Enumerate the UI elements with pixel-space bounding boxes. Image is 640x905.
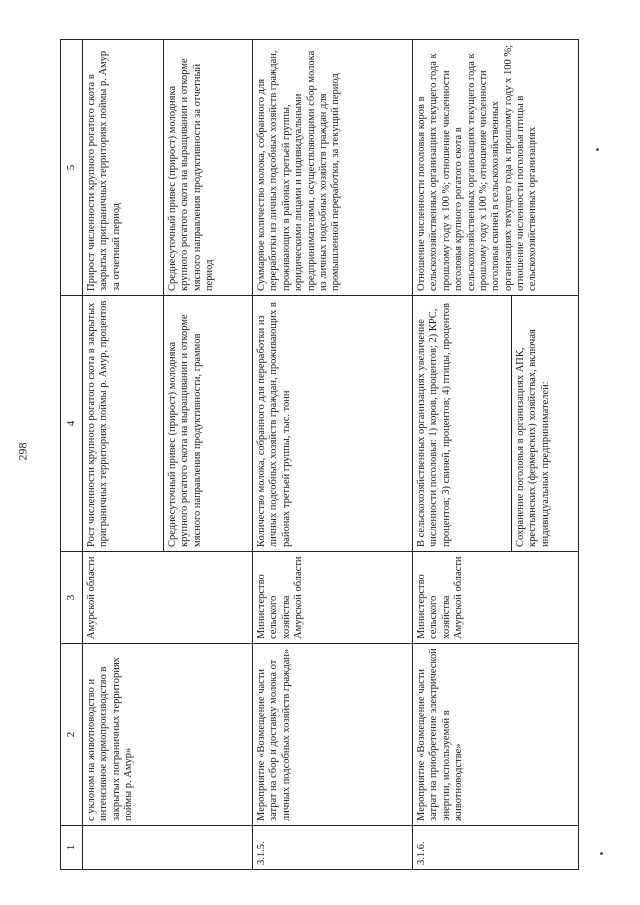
- table-row: [413, 40, 579, 870]
- table-row: [83, 40, 253, 870]
- rotated-table-container: [60, 40, 620, 870]
- indicator-text: Количество молока, собранного для переработки из личных подсобных хозяйств граждан, проживающих в районах третьей группы, тыс. тонн: [253, 296, 413, 552]
- header-cell: 2: [61, 644, 83, 826]
- scan-speck: [600, 852, 603, 855]
- indicator-cell: [83, 296, 253, 552]
- indicator-cell: [413, 296, 579, 552]
- measure-name: с уклоном на животноводство и интенсивное кормопроизводство в закрытых пограничных территориях поймы р. Амур»: [83, 644, 253, 826]
- method-text: Суммарное количество молока, собранного для переработки из личных подсобных хозяйств граждан, проживающих в районах третьей группы, юридическими лицами и индивидуальными предпринимателями, осуществляющими сбор молока из личных подсобных хозяйств граждан для промышленной переработки, за текущий период: [253, 40, 413, 296]
- method-text: Среднесуточный привес (прирост) молодняка крупного рогатого скота на выращивании и откорме мясного направления продуктивности за отчетный период: [163, 40, 252, 295]
- indicator-text: Среднесуточный привес (прирост) молодняка крупного рогатого скота на выращивании и откорме мясного направления продуктивности, граммов: [163, 296, 252, 551]
- method-cell: [83, 40, 253, 296]
- executor: Амурской области: [83, 552, 253, 644]
- header-cell: 3: [61, 552, 83, 644]
- table-row: [253, 40, 413, 870]
- measure-name: Мероприятие «Возмещение части затрат на приобретение электрической энергии, используемой в животноводстве»: [413, 644, 579, 826]
- method-text: Отношение численности поголовья коров в сельскохозяйственных организациях текущего года к прошлому году х 100 %; отношение численности поголовья крупного рогатого скота в сельскохозяйственных организациях текущего года к прошлому году х 100 %; отношение численности поголовья свиней в сельскохозяйственных организациях текущего года к прошлому году х 100 %; отношение численности поголовья птицы в сельскохозяйственных организациях: [413, 40, 579, 296]
- row-number: [83, 826, 253, 870]
- executor: Министерство сельского хозяйства Амурской области: [253, 552, 413, 644]
- program-table: [60, 39, 579, 870]
- header-row: [61, 40, 83, 870]
- row-number: 3.1.5.: [253, 826, 413, 870]
- method-text: Прирост численности крупного рогатого скота в закрытых приграничных территориях поймы р. Амур за отчетный период: [86, 50, 122, 291]
- header-cell: 5: [61, 40, 83, 296]
- indicator-text: Рост численности крупного рогатого скота в закрытых приграничных территориях поймы р. Амур, процентов: [86, 300, 110, 547]
- indicator-text: Сохранение поголовья в организациях АПК, крестьянских (фермерских) хозяйствах, включая индивидуальных предпринимателей:: [511, 296, 578, 551]
- page-number: 298: [15, 442, 30, 461]
- measure-name: Мероприятие «Возмещение части затрат на сбор и доставку молока от личных подсобных хозяйств граждан»: [253, 644, 413, 826]
- row-number: 3.1.6.: [413, 826, 579, 870]
- header-cell: 4: [61, 296, 83, 552]
- scan-speck: [596, 148, 599, 151]
- indicator-text: В сельскохозяйственных организациях увеличение численности поголовья: 1) коров, процентов; 2) КРС, процентов; 3) свиней, процентов; 4) птицы, процентов: [416, 303, 452, 547]
- header-cell: 1: [61, 826, 83, 870]
- executor: Министерство сельского хозяйства Амурской области: [413, 552, 579, 644]
